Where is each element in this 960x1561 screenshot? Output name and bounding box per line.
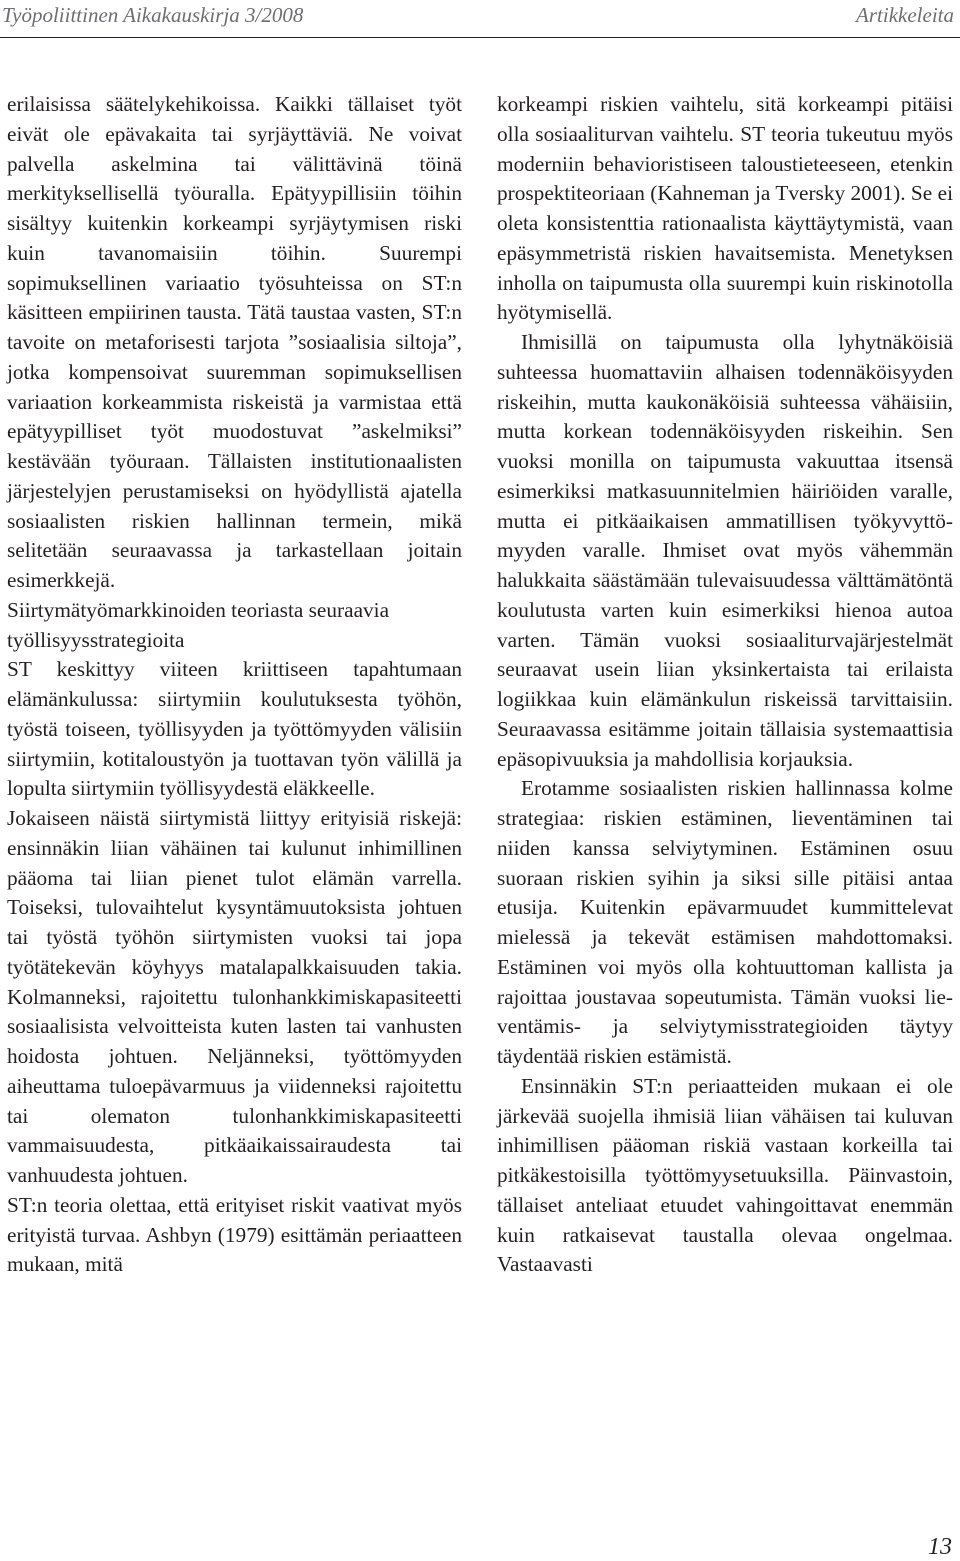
paragraph: Jokaiseen näistä siirtymistä liittyy erityisiä riskejä: ensinnäkin liian vähäinen tai kulunut inhimillinen pääoma tai liian pienet tulot elämän varrella. Toiseksi, tulovaihtelut kysyntämuutoksista johtuen tai työstä työhön siirtymisten vuoksi tai jopa työtätekevän köyhyys matalapalkkaisuuden takia. Kolmanneksi, rajoitettu tulonhankkimiskapasiteetti sosiaalisista velvoitteista kuten lasten tai vanhusten hoidosta johtuen. Neljänneksi, työttömyyden aiheuttama tuloepävarmuus ja viidenneksi rajoitettu tai olematon tulonhankkimiskapasiteetti vammaisuudesta, pitkäaikaissairaudesta tai vanhuudesta johtuen. [7,806,462,1187]
paragraph: korkeampi riskien vaihtelu, sitä korkeampi pitäisi olla sosiaaliturvan vaihtelu. ST teoria tukeutuu myös moderniin behavioristiseen taloustieteeseen, etenkin prospektiteoriaan (Kahneman ja Tversky 2001). Se ei oleta konsistenttia rationaalista käyttäytymistä, vaan epäsymmetristä riskien havaitsemista. Menetyksen inholla on taipumusta olla suurempi kuin riskinotolla hyötymisellä. [497,92,953,325]
paragraph: ST keskittyy viiteen kriittiseen tapahtumaan elämänkulussa: siirtymiin koulutuksesta työhön, työstä toiseen, työllisyyden ja työttömyyden välisiin siirtymiin, kotitaloustyön ja tuottavan työn välillä ja lopulta siirtymiin työllisyydestä eläkkeelle. [7,657,462,801]
right-column [497,90,953,1280]
journal-title: Työpoliittinen Aikakauskirja 3/2008 [2,3,304,27]
running-header [0,0,960,37]
section-title: Artikkeleita [856,3,954,27]
header-rule [0,37,960,38]
paragraph: ST:n teoria olettaa, että erityiset riskit vaativat myös erityistä turvaa. Ashbyn (1979) esittämän periaatteen mukaan, mitä [7,1192,462,1277]
paragraph: erilaisissa säätelykehikoissa. Kaikki tällaiset työt eivät ole epävakaita tai syrjäyttäviä. Ne voivat palvella askelmina tai välittävinä töinä merkityksellisellä työuralla. Epätyypillisiin töihin sisältyy kuitenkin korkeampi syrjäytymisen riski kuin tavanomaisiin töihin. Suurempi sopimuksellinen variaatio työsuhteissa on ST:n käsitteen empiirinen tausta. Tätä taustaa vasten, ST:n tavoite on metaforisesti tarjota ”sosiaalisia siltoja”, jotka kompensoivat suuremman sopimuksellisen variaation korkeammista riskeistä ja varmistaa että epätyypilliset työt muodostuvat ”askelmiksi” kestävään työuraan. Tällaisten institutionaalisten järjestelyjen perustamiseksi on hyödyllistä ajatella sosiaalisten riskien hallinnan termein, mikä selitetään seuraavassa ja tarkastellaan joitain esimerkkejä. [7,92,462,592]
paragraph: Erotamme sosiaalisten riskien hallinnassa kolme strategiaa: riskien estäminen, lieventäminen tai niiden kanssa selviytyminen. Estäminen osuu suoraan riskien syihin ja siksi sille pitäisi antaa etusija. Kuitenkin epävarmuudet kummittelevat mielessä ja tekevät estämisen mahdottomaksi. Estäminen voi myös olla kohtuuttoman kallista ja rajoittaa joustavaa sopeutumista. Tämän vuoksi lieventämis- ja selviytymisstrategioiden täytyy täydentää riskien estämistä. [497,776,953,1068]
page-number: 13 [928,1534,952,1560]
paragraph: Ensinnäkin ST:n periaatteiden mukaan ei ole järkevää suojella ihmisiä liian vähäisen tai kuluvan inhimillisen pääoman riskiä vastaan korkeilla tai pitkäkestoisilla työttömyysetuuksilla. Päinvastoin, tällaiset anteliaat etuudet vahingoittavat enemmän kuin ratkaisevat taustalla olevaa ongelmaa. Vastaavasti [497,1073,953,1277]
left-column [7,90,462,1280]
paragraph: Ihmisillä on taipumusta olla lyhytnäköisiä suhteessa huomattaviin alhaisen todennäköisyyden riskeihin, mutta kaukonäköisiä suhteessa vähäisiin, mutta korkean todennäköisyyden riskeihin. Sen vuoksi monilla on taipumusta vakuuttaa itsensä esimerkiksi matkasuunnitelmien häiriöiden varalle, mutta ei pitkäaikaisen ammatillisen työkyvyttömyyden varalle. Ihmiset ovat myös vähemmän halukkaita säästämään tulevaisuudessa välttämätöntä koulutusta varten kuin esimerkiksi hienoa autoa varten. Tämän vuoksi sosiaaliturvajärjestelmät seuraavat usein liian yksinkertaista tai erilaista logiikkaa kuin elämänkulun riskeissä tarvittaisiin. Seuraavassa esitämme joitain tällaisia systemaattisia epäsopivuuksia ja mahdollisia korjauksia. [497,330,953,771]
section-heading: Siirtymätyömarkkinoiden teoriasta seuraavia työllisyysstrategioita [7,597,390,652]
